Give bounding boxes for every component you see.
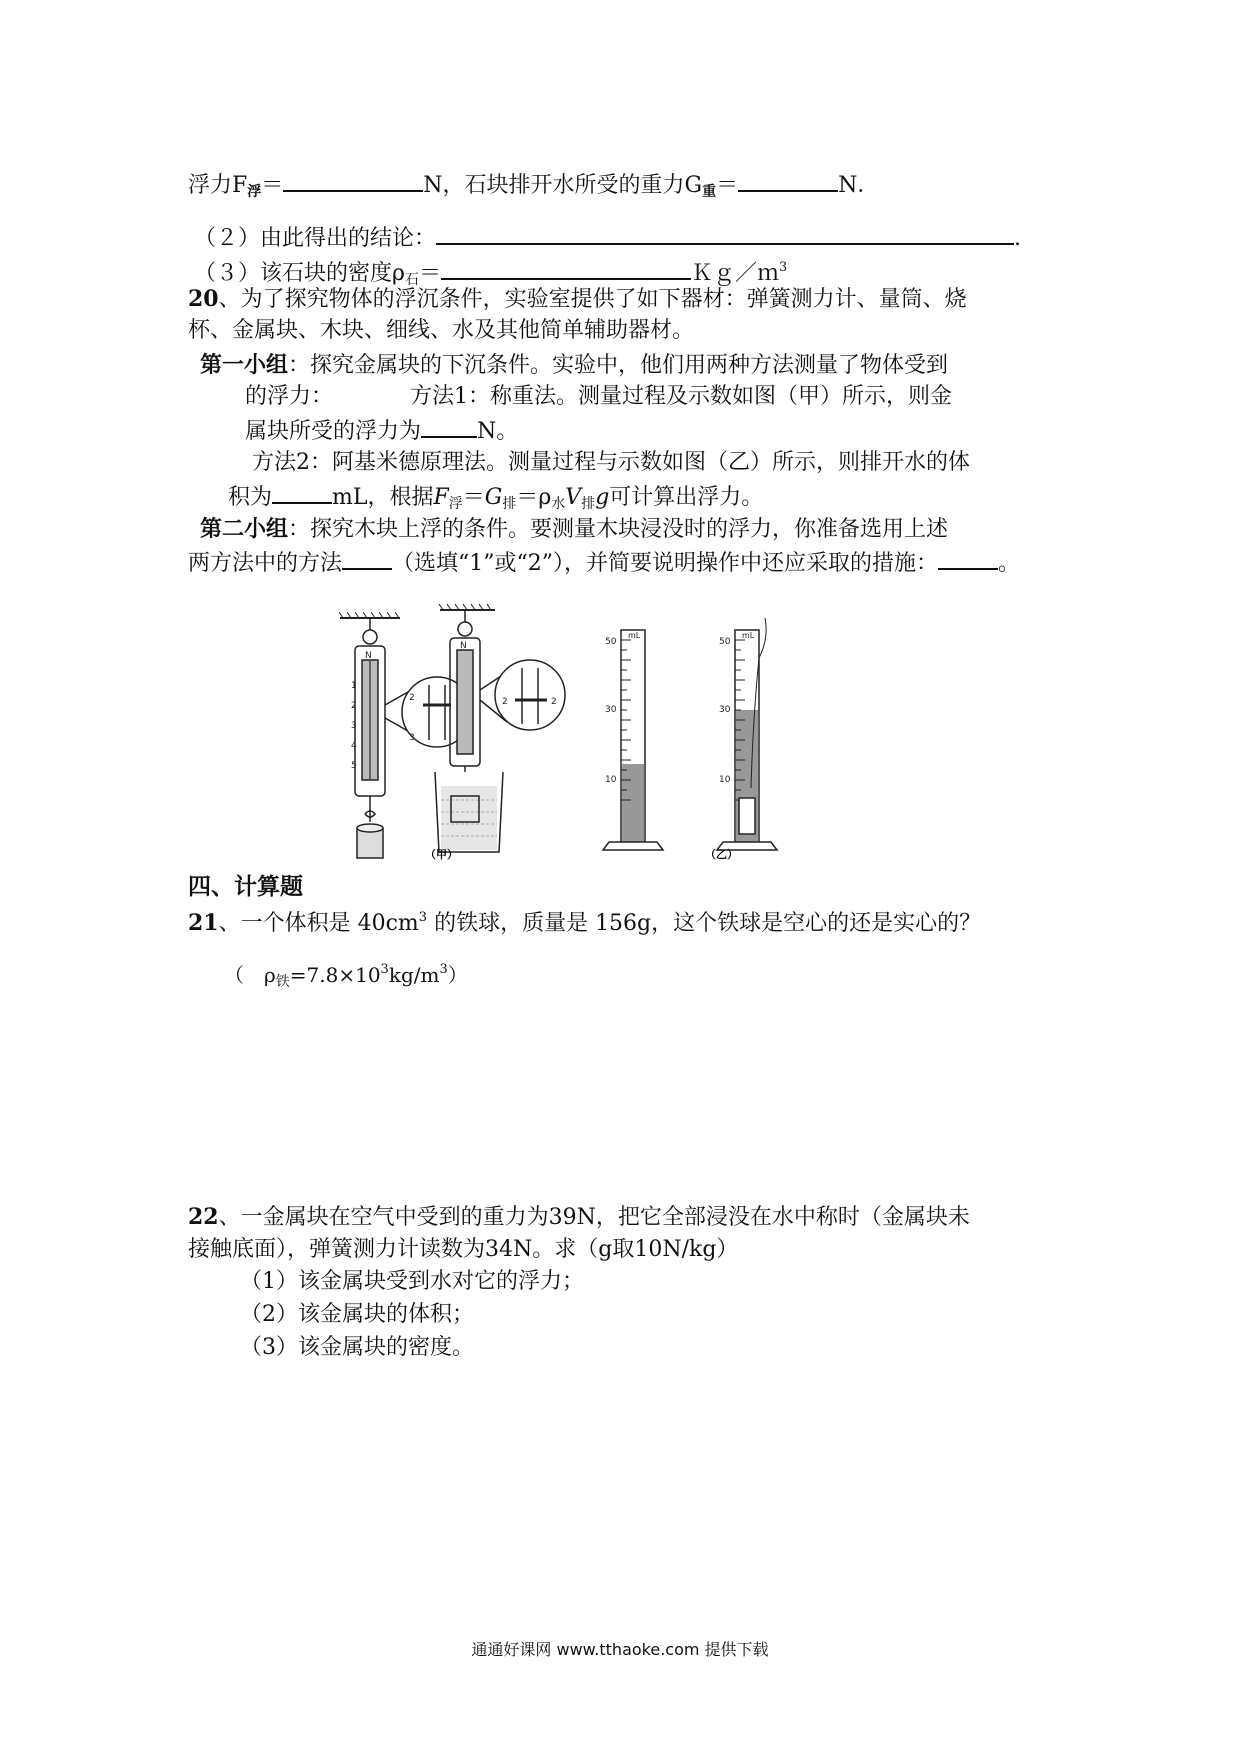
scale1-tick: 5 (351, 761, 357, 771)
q20-group2-line1: 第二小组：探究木块上浮的条件。要测量木块浸没时的浮力，你准备选用上述 (200, 516, 949, 542)
graduated-cylinder-before (603, 630, 663, 850)
q20-method2-line2: 积为 mL，根据$F_浮=G_排=\rho_水V_排g$可计算出浮力。 (228, 480, 763, 519)
scale1-tick: 4 (351, 741, 357, 751)
scale1-tick: 3 (351, 721, 357, 731)
cylinder2-tick: 50 (719, 637, 731, 647)
cylinder1-unit: mL (628, 631, 641, 640)
q21-line1: 21、一个体积是 $40cm^3$ 的铁球，质量是 156g，这个铁球是空心的还是实心的？ (188, 910, 982, 936)
density-blank[interactable] (441, 256, 691, 280)
q20-line2: 杯、金属块、木块、细线、水及其他简单辅助器材。 (188, 318, 695, 343)
zoom1-tick: 2 (409, 693, 415, 703)
scale1-n-label: N (365, 651, 372, 661)
q20-group1-line1: 第一小组：探究金属块的下沉条件。实验中，他们用两种方法测量了物体受到 (200, 352, 949, 378)
q21-given: （ $\rho_铁=7.8\times 10^3kg/m^3$） (224, 962, 468, 990)
q19-line3: （３）该石块的密度$\rho_石=$ Ｋｇ／ｍ$^3$ (194, 253, 787, 295)
cylinder1-tick: 50 (605, 637, 617, 647)
q20-group2-line2: 两方法中的方法 （选填“1”或“2”），并简要说明操作中还应采取的措施： 。 (188, 546, 1020, 579)
graduated-cylinder-after (717, 618, 777, 850)
scale1-tick: 1 (351, 681, 357, 691)
scale2-n-label: N (460, 641, 467, 651)
q22-line2: 接触底面），弹簧测力计读数为34N。求（g取10N/kg） (188, 1237, 739, 1262)
q22-sub2: （2）该金属块的体积； (240, 1302, 474, 1327)
q20-group1-line2: 的浮力： 方法1：称重法。测量过程及示数如图（甲）所示，则金 (245, 384, 952, 409)
figure-label-jia: （甲） (425, 848, 458, 860)
conclusion-blank[interactable] (436, 221, 1014, 245)
zoom2-tick: 2 (502, 697, 508, 707)
q22-sub3: （3）该金属块的密度。 (240, 1335, 474, 1360)
footer-credit: 通通好课网 www.tthaoke.com 提供下载 (471, 1640, 769, 1659)
q20-group1-line3: 属块所受的浮力为 N。 (245, 414, 518, 447)
method-choice-blank[interactable] (342, 546, 392, 570)
q22-line1: 22、一金属块在空气中受到的重力为39N，把它全部浸没在水中称时（金属块未 (188, 1204, 970, 1230)
cylinder1-tick: 30 (605, 705, 617, 715)
volume-blank[interactable] (272, 480, 332, 504)
cylinder2-tick: 10 (719, 775, 731, 785)
q19-line2: （２）由此得出的结论： . (194, 221, 1021, 254)
q19-line1: 浮力$F_浮= N$，石块排开水所受的重力$G_重= N$． (188, 168, 879, 207)
displaced-weight-blank[interactable] (738, 168, 838, 192)
section4-title: 四、计算题 (188, 873, 303, 900)
zoom1-tick: 3 (409, 733, 415, 743)
method1-buoyancy-blank[interactable] (421, 414, 477, 438)
buoyancy-blank[interactable] (283, 168, 423, 192)
measure-blank[interactable] (938, 546, 998, 570)
cylinder2-unit: mL (742, 631, 755, 640)
experiment-figure (325, 600, 885, 860)
cylinder2-tick: 30 (719, 705, 731, 715)
scale1-tick: 2 (351, 701, 357, 711)
zoom2-tick: 2 (551, 697, 557, 707)
cylinder1-tick: 10 (605, 775, 617, 785)
q20-method2-line1: 方法2：阿基米德原理法。测量过程与示数如图（乙）所示，则排开水的体 (252, 450, 970, 475)
q20-line1: 20、为了探究物体的浮沉条件，实验室提供了如下器材：弹簧测力计、量筒、烧 (188, 286, 967, 312)
q22-sub1: （1）该金属块受到水对它的浮力； (240, 1269, 584, 1294)
figure-label-yi: （乙） (705, 848, 738, 860)
